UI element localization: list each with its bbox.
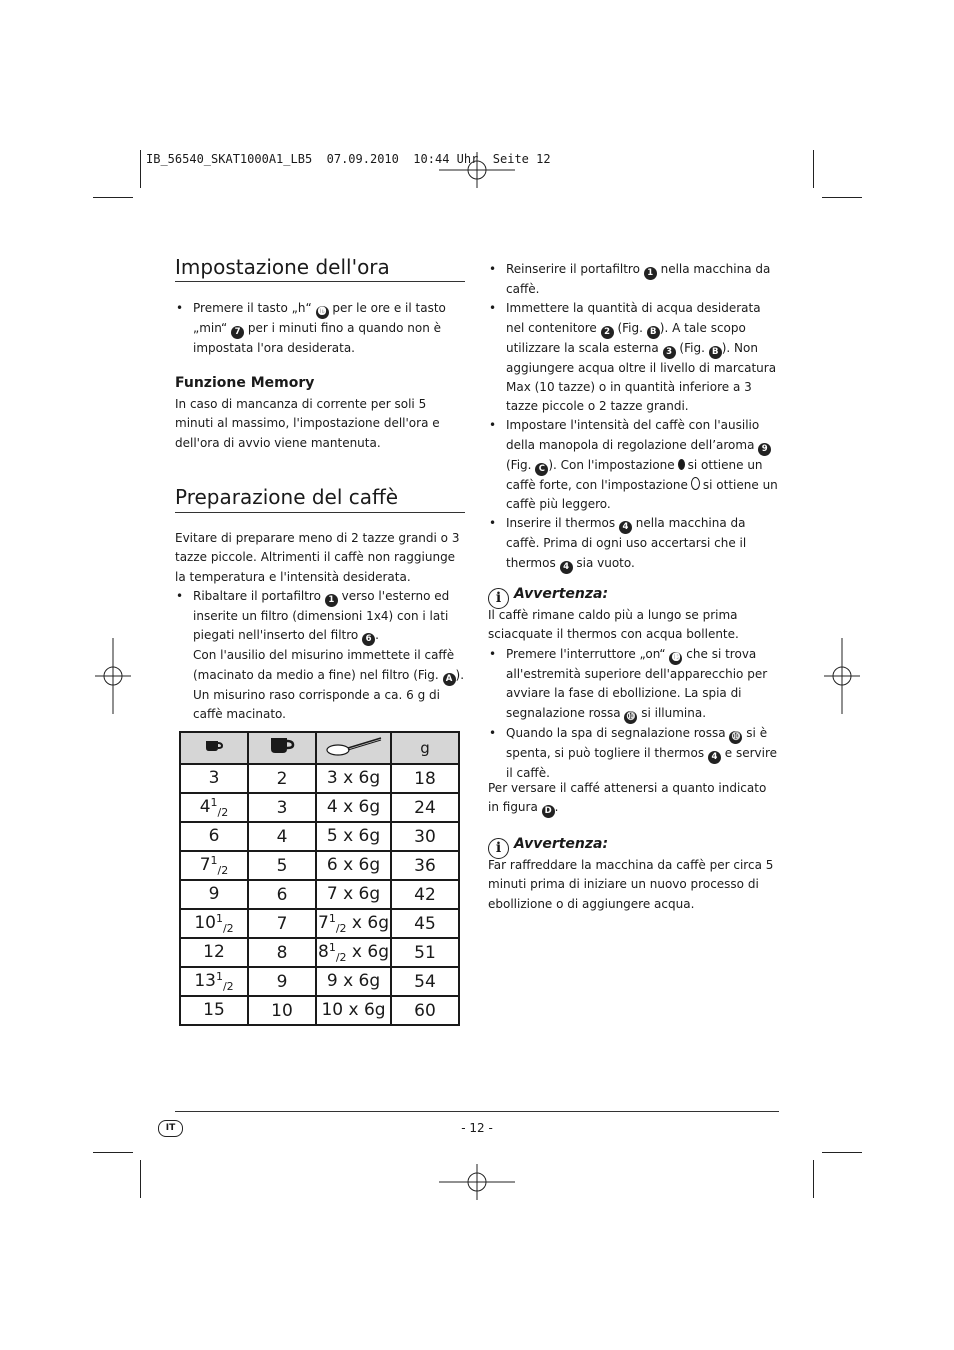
registration-mark-bottom [437,1162,517,1202]
table-row [180,967,459,996]
small-cup-icon [180,732,248,764]
figure-badge: D [542,805,555,818]
number-badge: 1 [325,594,338,607]
light-bean-icon [691,477,700,490]
table-row [180,909,459,938]
large-cup-icon [248,732,316,764]
small-cups-cell: $10^1_{/2}$ [180,909,248,938]
language-badge: IT [158,1120,183,1137]
time-bullet: • Premere il tasto „h“ ⓰ per le ore e il tasto „min“ 7 per i minuti fino a quando non è impostata l'ora desiderata. [175,299,465,358]
scoops-cell: 4 x 6g [316,793,391,822]
number-badge: ⓭ [669,652,682,665]
grams-cell: 18 [391,764,459,793]
step-bullet: • Inserire il thermos 4 nella macchina da caffè. Prima di ogni uso accertarsi che il thermos 4 sia vuoto. [488,514,778,573]
number-badge: 4 [560,561,573,574]
coffee-intro: Evitare di preparare meno di 2 tazze grandi o 3 tazze piccole. Altrimenti il caffè non raggiunge la temperatura e l'intensità desiderata. [175,531,460,584]
large-cups-cell: 5 [248,851,316,880]
large-cups-cell: 8 [248,938,316,967]
number-badge: 2 [601,326,614,339]
grams-cell: 42 [391,880,459,909]
registration-mark-left [93,636,133,716]
grams-cell: 54 [391,967,459,996]
print-header: IB_56540_SKAT1000A1_LB5 07.09.2010 10:44 Uhr Seite 12 [146,152,551,166]
number-badge: 7 [231,326,244,339]
figure-badge: A [443,673,456,686]
memory-title: Funzione Memory [175,375,315,391]
figure-badge: B [709,346,722,359]
registration-mark-right [822,636,862,716]
small-cups-cell: $7^1_{/2}$ [180,851,248,880]
number-badge: 4 [708,751,721,764]
number-badge: ⓾ [729,731,742,744]
grams-cell: 36 [391,851,459,880]
large-cups-cell: 7 [248,909,316,938]
scoops-cell: $8^1_{/2}$ x 6g [316,938,391,967]
thermos-list [488,645,778,783]
steps-list [488,260,778,574]
coffee-title: Preparazione del caffè [175,485,399,509]
table-header-row [180,732,459,764]
number-badge: ⓾ [624,711,637,724]
number-badge: 9 [758,443,771,456]
info-icon: i [488,838,509,859]
table-row [180,880,459,909]
table-row [180,996,459,1025]
number-badge: 6 [362,633,375,646]
step-bullet: • Quando la spa di segnalazione rossa ⓾ si è spenta, si può togliere il thermos 4 e servire il caffè. [488,724,778,783]
number-badge: ⓰ [316,306,329,319]
warning-text-1: Il caffè rimane caldo più a lungo se prima sciacquate il thermos con acqua bollente. [488,608,739,642]
grams-cell: 45 [391,909,459,938]
filter-bullet: • Ribaltare il portafiltro 1 verso l'esterno ed inserite un filtro (dimensioni 1x4) con i lati piegati nell'inserto del filtro 6 . Con l'ausilio del misurino immettete il caffè (macinato da medio a fine) nel filtro (Fig. A ). Un misurino raso corrisponde a ca. 6 g di caffè macinato. [175,587,467,724]
title-rule [175,512,465,513]
small-cups-cell: $4^1_{/2}$ [180,793,248,822]
figure-badge: B [647,326,660,339]
small-cups-cell: 12 [180,938,248,967]
scoops-cell: $7^1_{/2}$ x 6g [316,909,391,938]
time-list [175,299,465,358]
small-cups-cell: 9 [180,880,248,909]
scoops-cell: 5 x 6g [316,822,391,851]
time-title: Impostazione dell'ora [175,255,390,279]
scoop-icon [316,732,391,764]
number-badge: 1 [644,267,657,280]
grams-header: g [391,732,459,764]
table-row [180,938,459,967]
scoops-cell: 3 x 6g [316,764,391,793]
warning-heading-2: i Avvertenza: [488,833,608,859]
small-cups-cell: 3 [180,764,248,793]
table-row [180,851,459,880]
memory-text: In caso di mancanza di corrente per soli 5 minuti al massimo, l'impostazione dell'ora e dell'ora di avvio viene mantenuta. [175,397,440,450]
number-badge: 4 [619,521,632,534]
dosage-table [179,731,460,1026]
pour-text: Per versare il caffé attenersi a quanto indicato in figura D . [488,781,767,817]
small-cups-cell: $13^1_{/2}$ [180,967,248,996]
large-cups-cell: 4 [248,822,316,851]
large-cups-cell: 10 [248,996,316,1025]
strong-bean-icon [678,459,685,470]
grams-cell: 30 [391,822,459,851]
grams-cell: 60 [391,996,459,1025]
scoops-cell: 10 x 6g [316,996,391,1025]
footer-rule [175,1111,779,1112]
small-cups-cell: 6 [180,822,248,851]
figure-badge: C [535,463,548,476]
table-row [180,822,459,851]
registration-mark-top [437,150,517,190]
grams-cell: 51 [391,938,459,967]
page-number: - 12 - [461,1121,493,1135]
title-rule [175,281,465,282]
large-cups-cell: 3 [248,793,316,822]
scoops-cell: 7 x 6g [316,880,391,909]
number-badge: 3 [663,346,676,359]
large-cups-cell: 2 [248,764,316,793]
small-cups-cell: 15 [180,996,248,1025]
warning-text-2: Far raffreddare la macchina da caffè per circa 5 minuti prima di iniziare un nuovo processo di ebollizione o di aggiungere acqua. [488,858,774,911]
large-cups-cell: 9 [248,967,316,996]
scoops-cell: 6 x 6g [316,851,391,880]
scoops-cell: 9 x 6g [316,967,391,996]
grams-cell: 24 [391,793,459,822]
info-icon: i [488,588,509,609]
table-row [180,793,459,822]
table-row [180,764,459,793]
large-cups-cell: 6 [248,880,316,909]
step-bullet: • Immettere la quantità di acqua desiderata nel contenitore 2 (Fig. B ). A tale scopo utilizzare la scala esterna 3 (Fig. B ). Non aggiungere acqua oltre il livello di marcatura Max (10 tazze) o in quantità inferiore a 3 tazze piccole o 2 tazze grandi. [488,299,778,416]
coffee-list [175,587,467,724]
step-bullet: • Reinserire il portafiltro 1 nella macchina da caffè. [488,260,778,299]
step-bullet: • Impostare l'intensità del caffè con l'ausilio della manopola di regolazione dell’aroma 9 (Fig. C ). Con l'impostazione si ottiene un caffè forte, con l'impostazione si ottiene un caffè più leggero. [488,416,778,514]
warning-heading-1: i Avvertenza: [488,583,608,609]
step-bullet: • Premere l'interruttore „on“ ⓭ che si trova all'estremità superiore dell'apparecchio per avviare la fase di ebollizione. La spia di segnalazione rossa ⓾ si illumina. [488,645,778,724]
